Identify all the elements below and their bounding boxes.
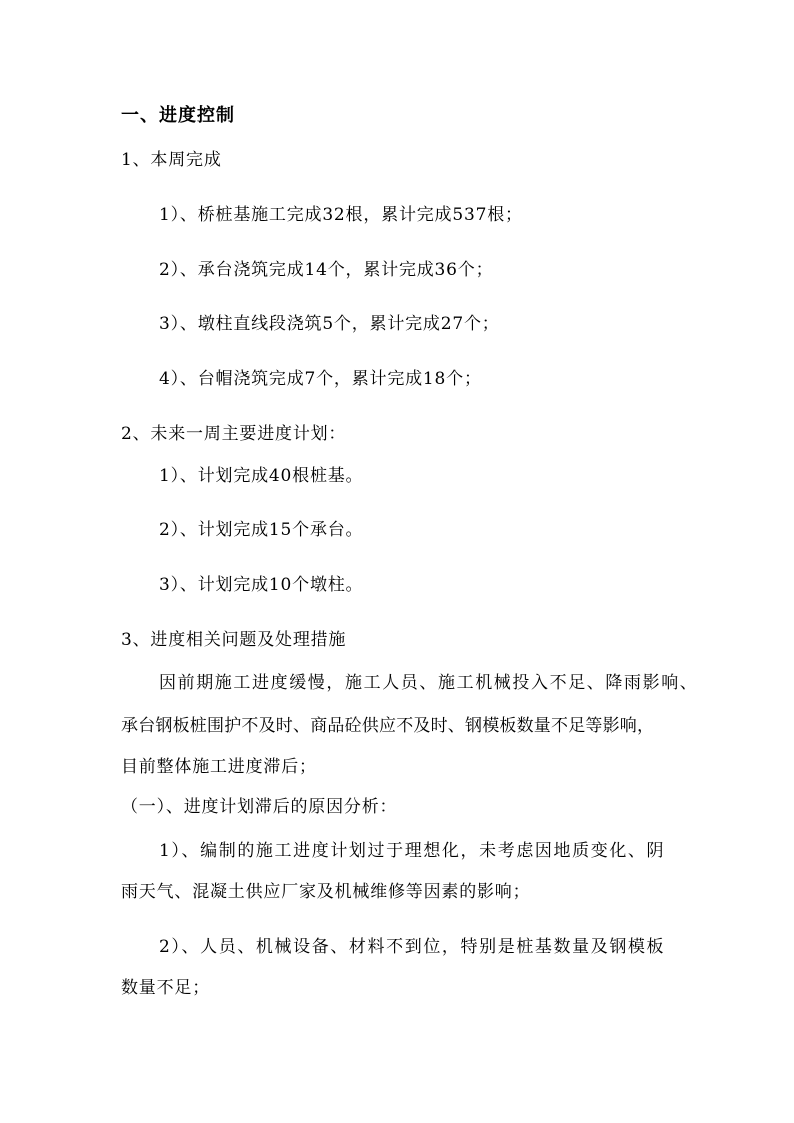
list-item: 3）、计划完成10个墩柱。: [159, 575, 364, 595]
section-heading: 3、进度相关问题及处理措施: [121, 630, 347, 650]
list-item: 1）、计划完成40根桩基。: [159, 466, 364, 486]
paragraph-line: 雨天气、混凝土供应厂家及机械维修等因素的影响；: [121, 882, 531, 902]
paragraph-line: 数量不足；: [121, 978, 210, 998]
section-heading: 1、本周完成: [121, 150, 222, 170]
list-item: 1）、桥桩基施工完成32根，累计完成537根；: [159, 205, 523, 225]
paragraph-line: 因前期施工进度缓慢，施工人员、施工机械投入不足、降雨影响、: [159, 673, 699, 693]
list-item: 2）、计划完成15个承台。: [159, 520, 364, 540]
page-title: 一、进度控制: [121, 105, 235, 126]
list-item: 4）、台帽浇筑完成7个，累计完成18个；: [159, 369, 482, 389]
paragraph-line: 2）、人员、机械设备、材料不到位，特别是桩基数量及钢模板: [159, 937, 666, 957]
subheading: （一）、进度计划滞后的原因分析：: [121, 797, 398, 817]
list-item: 2）、承台浇筑完成14个，累计完成36个；: [159, 260, 494, 280]
paragraph-line: 1）、编制的施工进度计划过于理想化，未考虑因地质变化、阴: [159, 841, 666, 861]
list-item: 3）、墩柱直线段浇筑5个，累计完成27个；: [159, 314, 500, 334]
paragraph-line: 目前整体施工进度滞后；: [121, 757, 317, 777]
section-heading: 2、未来一周主要进度计划：: [121, 424, 347, 444]
paragraph-line: 承台钢板桩围护不及时、商品砼供应不及时、钢模板数量不足等影响，: [121, 716, 655, 736]
